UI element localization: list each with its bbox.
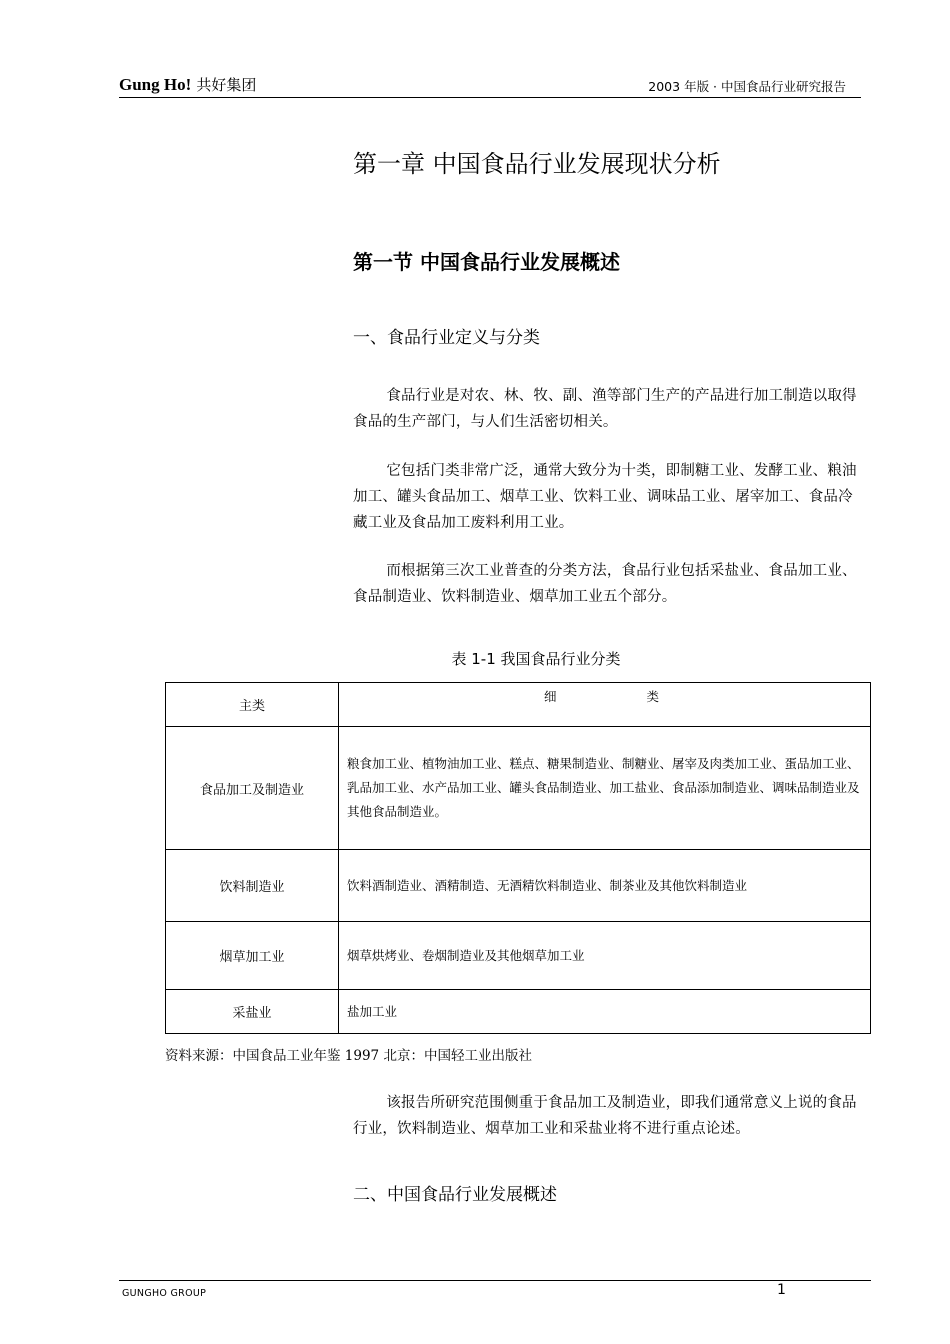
page-number: 1 bbox=[777, 1282, 786, 1298]
table-header-row bbox=[166, 683, 871, 727]
brand-name-cn: 共好集团 bbox=[196, 76, 257, 94]
table-cell-main: 食品加工及制造业 bbox=[166, 727, 339, 850]
body-paragraph: 该报告所研究范围侧重于食品加工及制造业，即我们通常意义上说的食品行业，饮料制造业、烟草加工业和采盐业将不进行重点论述。 bbox=[353, 1095, 857, 1137]
subsection-title: 二、中国食品行业发展概述 bbox=[353, 1185, 557, 1205]
table-cell-main: 采盐业 bbox=[166, 990, 339, 1034]
table-caption: 表 1-1 我国食品行业分类 bbox=[451, 650, 621, 668]
table-cell-detail: 粮食加工业、植物油加工业、糕点、糖果制造业、制糖业、屠宰及肉类加工业、蛋品加工业、乳品加工业、水产品加工业、罐头食品制造业、加工盐业、食品添加制造业、调味品制造业及其他食品制造业。 bbox=[339, 727, 871, 850]
chapter-title: 第一章 中国食品行业发展现状分析 bbox=[353, 150, 721, 178]
body-paragraph: 它包括门类非常广泛，通常大致分为十类，即制糖工业、发酵工业、粮油加工、罐头食品加工、烟草工业、饮料工业、调味品工业、屠宰加工、食品冷藏工业及食品加工废料利用工业。 bbox=[353, 463, 857, 531]
brand-name: Gung Ho! bbox=[119, 75, 192, 94]
body-paragraph: 食品行业是对农、林、牧、副、渔等部门生产的产品进行加工制造以取得食品的生产部门，与人们生活密切相关。 bbox=[353, 388, 857, 430]
table-cell-main: 烟草加工业 bbox=[166, 922, 339, 990]
header-divider bbox=[119, 97, 861, 98]
table-cell-main: 饮料制造业 bbox=[166, 850, 339, 922]
table-cell-detail: 烟草烘烤业、卷烟制造业及其他烟草加工业 bbox=[339, 922, 871, 990]
table-row bbox=[166, 850, 871, 922]
table-header-detail: 细 类 bbox=[339, 683, 871, 727]
table-source: 资料来源：中国食品工业年鉴 1997 北京：中国轻工业出版社 bbox=[165, 1048, 532, 1064]
report-title: 2003 年版 · 中国食品行业研究报告 bbox=[648, 79, 846, 94]
table-row bbox=[166, 922, 871, 990]
footer-divider bbox=[119, 1280, 871, 1281]
classification-table bbox=[165, 682, 871, 1034]
table-row bbox=[166, 727, 871, 850]
table-row bbox=[166, 990, 871, 1034]
table-cell-detail: 饮料酒制造业、酒精制造、无酒精饮料制造业、制茶业及其他饮料制造业 bbox=[339, 850, 871, 922]
table-header-main: 主类 bbox=[166, 683, 339, 727]
footer-company: GUNGHO GROUP bbox=[122, 1288, 207, 1299]
header-brand bbox=[119, 74, 256, 95]
table-cell-detail: 盐加工业 bbox=[339, 990, 871, 1034]
section-title: 第一节 中国食品行业发展概述 bbox=[353, 250, 620, 274]
body-paragraph: 而根据第三次工业普查的分类方法，食品行业包括采盐业、食品加工业、食品制造业、饮料制造业、烟草加工业五个部分。 bbox=[353, 563, 857, 605]
subsection-title: 一、食品行业定义与分类 bbox=[353, 328, 540, 348]
